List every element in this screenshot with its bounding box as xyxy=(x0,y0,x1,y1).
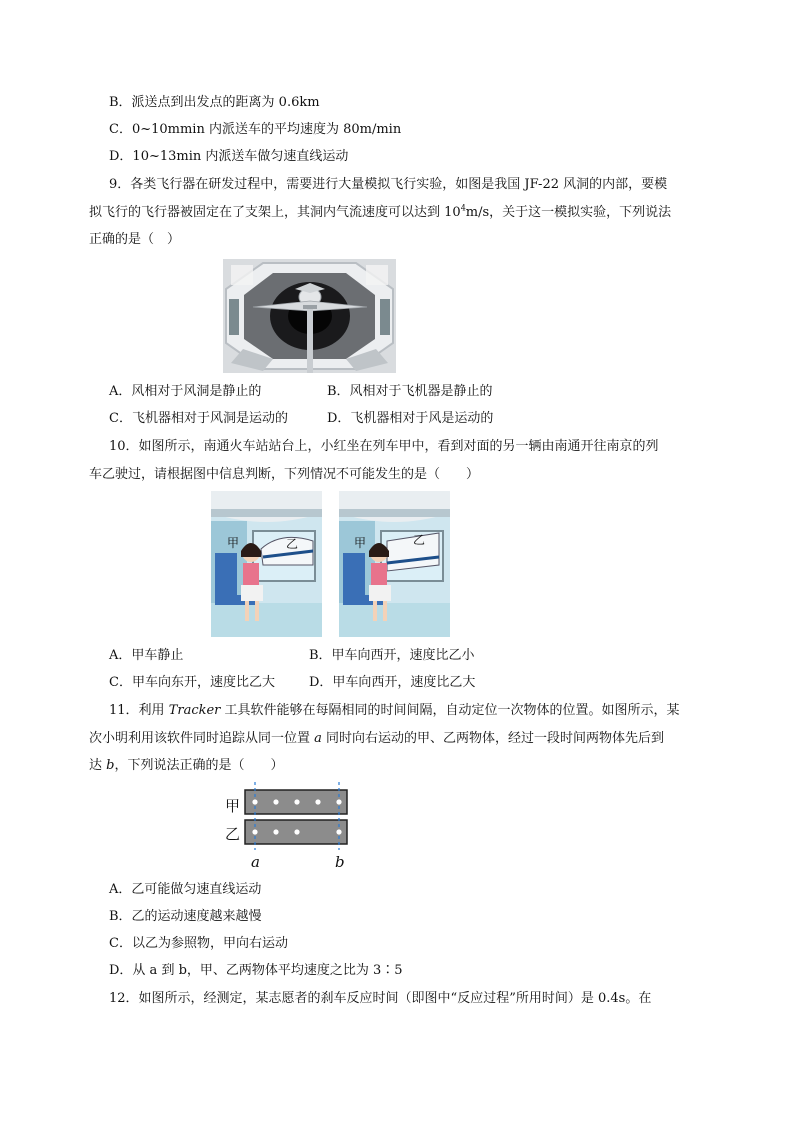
q10-option-d: D．甲车向西开，速度比乙大 xyxy=(309,675,476,690)
fig-left-label-jia: 甲 xyxy=(227,536,240,550)
train-illustration-right xyxy=(339,491,450,637)
q11-stem-line2-pre: 次小明利用该软件同时追踪从同一位置 xyxy=(89,731,315,746)
train-figure-left xyxy=(211,491,322,637)
q10-stem-line2: 车乙驶过，请根据图中信息判断，下列情况不可能发生的是（ ） xyxy=(89,467,480,482)
tracker-label-jia: 甲 xyxy=(225,797,241,815)
q9-stem-line3: 正确的是（ ） xyxy=(89,232,181,247)
q11-tool-name: Tracker xyxy=(168,703,221,718)
q11-stem-line2-post: 同时向右运动的甲、乙两物体，经过一段时间两物体先后到 xyxy=(321,731,665,746)
q11-stem-line3-post: ，下列说法正确的是（ ） xyxy=(114,758,284,773)
train-figure-right xyxy=(339,491,450,637)
q10-option-c: C．甲车向东开，速度比乙大 xyxy=(109,675,275,690)
q11-stem-line1-pre: 11．利用 xyxy=(109,703,169,718)
q9-stem-line2-post: m/s，关于这一模拟实验，下列说法 xyxy=(465,205,672,220)
q9-option-b: B．风相对于飞机器是静止的 xyxy=(327,384,493,399)
q10-option-a: A．甲车静止 xyxy=(109,648,184,663)
q11-point-b: b xyxy=(106,758,115,773)
q9-option-a: A．风相对于风洞是静止的 xyxy=(109,384,262,399)
fig-left-label-yi: 乙 xyxy=(286,537,299,551)
wind-tunnel-image xyxy=(223,259,396,373)
q12-stem-line1: 12．如图所示，经测定，某志愿者的刹车反应时间（即图中“反应过程”所用时间）是 0.4s。在 xyxy=(109,991,652,1006)
q9-option-c: C．飞机器相对于风洞是运动的 xyxy=(109,411,288,426)
tracker-label-b: b xyxy=(335,853,345,871)
fig-right-label-jia: 甲 xyxy=(354,536,367,550)
q11-stem-line3 xyxy=(89,757,283,775)
q8-option-b: B．派送点到出发点的距离为 0.6km xyxy=(109,95,320,110)
q11-stem-line1-post: 工具软件能够在每隔相同的时间间隔，自动定位一次物体的位置。如图所示，某 xyxy=(220,703,680,718)
q9-option-d: D．飞机器相对于风是运动的 xyxy=(327,411,494,426)
train-illustration-left xyxy=(211,491,322,637)
q11-stem-line2 xyxy=(89,730,664,748)
wind-tunnel-figure xyxy=(223,259,396,373)
q11-stem-line3-pre: 达 xyxy=(89,758,107,773)
q9-stem-line2 xyxy=(89,204,671,222)
tracker-label-a: a xyxy=(251,853,260,871)
q11-option-b: B．乙的运动速度越来越慢 xyxy=(109,909,262,924)
q10-option-b: B．甲车向西开，速度比乙小 xyxy=(309,648,475,663)
q9-stem-line2-pre: 拟飞行的飞行器被固定在了支架上，其洞内气流速度可以达到 10 xyxy=(89,205,461,220)
q9-stem-line1: 9．各类飞行器在研发过程中，需要进行大量模拟飞行实验，如图是我国 JF-22 风洞的内部，要模 xyxy=(109,177,668,192)
q11-option-a: A．乙可能做匀速直线运动 xyxy=(109,882,262,897)
q11-option-c: C．以乙为参照物，甲向右运动 xyxy=(109,936,288,951)
q8-option-d: D．10~13min 内派送车做匀速直线运动 xyxy=(109,149,349,164)
tracker-diagram xyxy=(240,782,360,852)
q10-stem-line1: 10．如图所示，南通火车站站台上，小红坐在列车甲中，看到对面的另一辆由南通开往南京的列 xyxy=(109,439,659,454)
q11-point-a: a xyxy=(314,731,322,746)
tracker-label-yi: 乙 xyxy=(225,825,241,843)
fig-right-label-yi: 乙 xyxy=(413,533,426,547)
q11-option-d: D．从 a 到 b，甲、乙两物体平均速度之比为 3∶5 xyxy=(109,963,403,978)
q11-stem-line1 xyxy=(109,702,680,720)
q9-exponent: 4 xyxy=(460,203,466,213)
q8-option-c: C．0~10mmin 内派送车的平均速度为 80m/min xyxy=(109,122,402,137)
